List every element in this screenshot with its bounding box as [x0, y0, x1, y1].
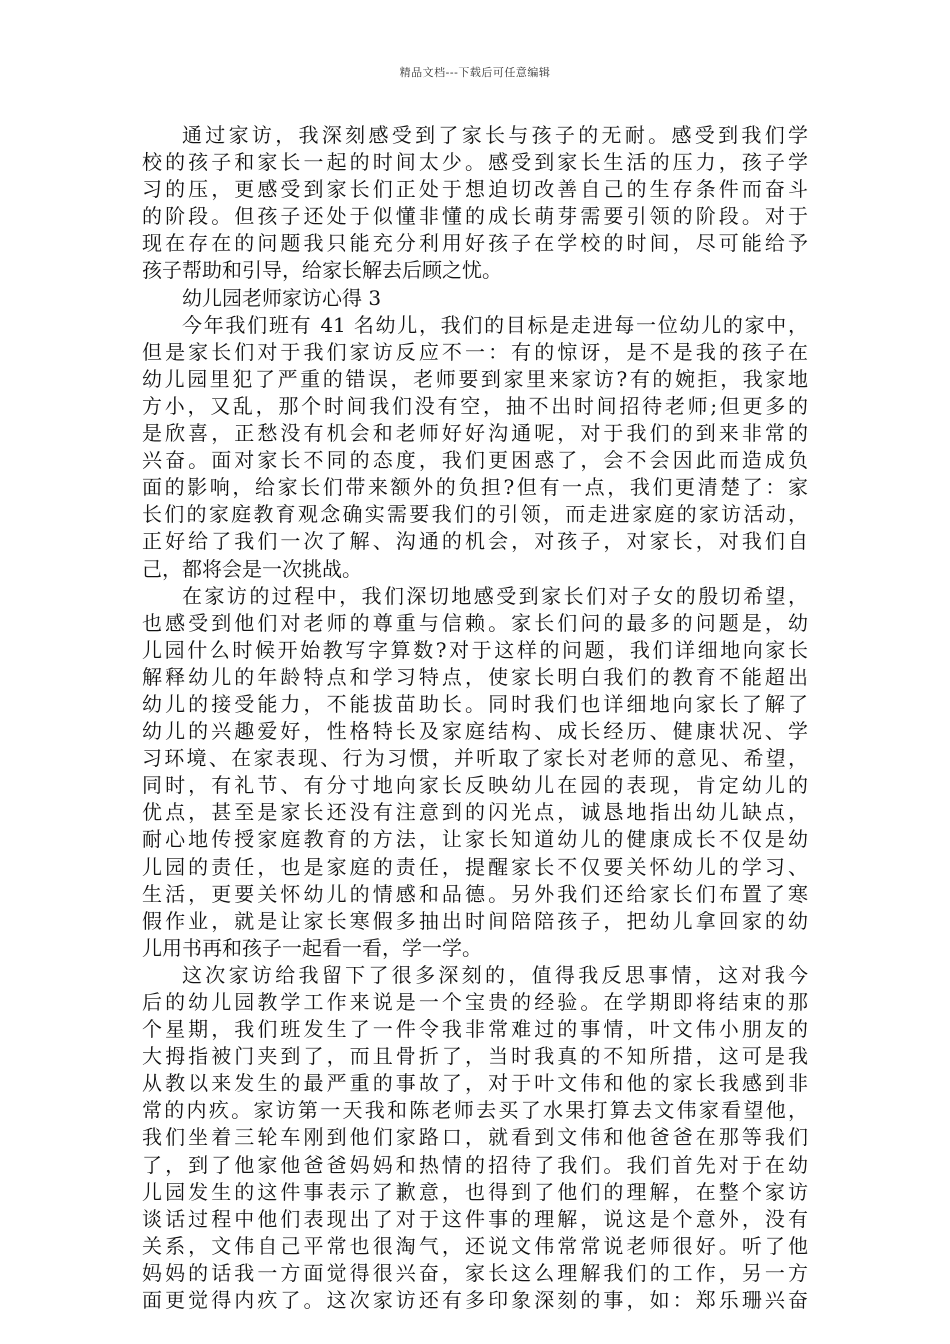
- text-line: 我们坐着三轮车刚到他们家路口，就看到文伟和他爸爸在那等我们: [142, 1125, 808, 1150]
- text-line: 大拇指被门夹到了，而且骨折了，当时我真的不知所措，这可是我: [142, 1044, 808, 1069]
- text-line: 己，都将会是一次挑战。: [142, 556, 362, 581]
- text-line: 也感受到他们对老师的尊重与信赖。家长们问的最多的问题是，幼: [142, 610, 808, 635]
- text-line: 习的压，更感受到家长们正处于想迫切改善自己的生存条件而奋斗: [142, 177, 808, 202]
- text-line: 兴奋。面对家长不同的态度，我们更困惑了，会不会因此而造成负: [142, 448, 808, 473]
- text-line: 面的影响，给家长们带来额外的负担?但有一点，我们更清楚了：家: [142, 475, 808, 500]
- text-line: 的阶段。但孩子还处于似懂非懂的成长萌芽需要引领的阶段。对于: [142, 204, 808, 229]
- text-line: 习环境、在家表现、行为习惯，并听取了家长对老师的意见、希望，: [142, 746, 808, 771]
- text-line: 个星期，我们班发生了一件令我非常难过的事情，叶文伟小朋友的: [142, 1017, 808, 1042]
- text-line: 在家访的过程中，我们深切地感受到家长们对子女的殷切希望，: [182, 583, 808, 608]
- text-line: 幼儿的兴趣爱好，性格特长及家庭结构、成长经历、健康状况、学: [142, 719, 808, 744]
- text-line: 常的内疚。家访第一天我和陈老师去买了水果打算去文伟家看望他，: [142, 1098, 808, 1123]
- text-line: 但是家长们对于我们家访反应不一：有的惊讶，是不是我的孩子在: [142, 339, 808, 364]
- text-line: 这次家访给我留下了很多深刻的，值得我反思事情，这对我今: [182, 962, 808, 987]
- text-line: 儿园的责任，也是家庭的责任，提醒家长不仅要关怀幼儿的学习、: [142, 854, 808, 879]
- text-line: 方小，又乱，那个时间我们没有空，抽不出时间招待老师;但更多的: [142, 393, 808, 418]
- text-line: 生活，更要关怀幼儿的情感和品德。另外我们还给家长们布置了寒: [142, 881, 808, 906]
- text-line: 耐心地传授家庭教育的方法，让家长知道幼儿的健康成长不仅是幼: [142, 827, 808, 852]
- text-line: 同时，有礼节、有分寸地向家长反映幼儿在园的表现，肯定幼儿的: [142, 773, 808, 798]
- text-line: 校的孩子和家长一起的时间太少。感受到家长生活的压力，孩子学: [142, 150, 808, 175]
- text-line: 谈话过程中他们表现出了对于这件事的理解，说这是个意外，没有: [142, 1206, 808, 1231]
- text-line: 是欣喜，正愁没有机会和老师好好沟通呢，对于我们的到来非常的: [142, 421, 808, 446]
- text-line: 后的幼儿园教学工作来说是一个宝贵的经验。在学期即将结束的那: [142, 990, 808, 1014]
- text-line: 关系，文伟自己平常也很淘气，还说文伟常常说老师很好。听了他: [142, 1233, 808, 1258]
- document-body: [142, 122, 808, 1314]
- text-line: 了，到了他家他爸爸妈妈和热情的招待了我们。我们首先对于在幼: [142, 1152, 808, 1177]
- text-line: 假作业，就是让家长寒假多抽出时间陪陪孩子，把幼儿拿回家的幼: [142, 908, 808, 933]
- text-line: 优点，甚至是家长还没有注意到的闪光点，诚恳地指出幼儿缺点，: [142, 800, 808, 825]
- text-line: 解释幼儿的年龄特点和学习特点，使家长明白我们的教育不能超出: [142, 664, 808, 689]
- text-line: 现在存在的问题我只能充分利用好孩子在学校的时间，尽可能给予: [142, 231, 808, 256]
- text-line: 正好给了我们一次了解、沟通的机会，对孩子，对家长，对我们自: [142, 529, 808, 554]
- text-line: 儿园什么时候开始教写字算数?对于这样的问题，我们详细地向家长: [142, 637, 808, 662]
- text-line: 今年我们班有 41 名幼儿，我们的目标是走进每一位幼儿的家中，: [182, 312, 808, 337]
- text-line: 孩子帮助和引导，给家长解去后顾之忧。: [142, 258, 502, 283]
- text-line: 幼儿的接受能力，不能拔苗助长。同时我们也详细地向家长了解了: [142, 691, 808, 716]
- text-line: 面更觉得内疚了。这次家访还有多印象深刻的事，如：郑乐珊兴奋: [142, 1288, 808, 1313]
- text-line: 幼儿园里犯了严重的错误，老师要到家里来家访?有的婉拒，我家地: [142, 366, 808, 391]
- text-line: 通过家访，我深刻感受到了家长与孩子的无耐。感受到我们学: [182, 123, 808, 147]
- text-line: 儿园发生的这件事表示了歉意，也得到了他们的理解，在整个家访: [142, 1179, 808, 1204]
- text-line: 幼儿园老师家访心得 3: [182, 285, 382, 310]
- page-header: 精品文档---下载后可任意编辑: [399, 66, 551, 79]
- text-line: 妈妈的话我一方面觉得很兴奋，家长这么理解我们的工作，另一方: [142, 1260, 808, 1285]
- text-line: 长们的家庭教育观念确实需要我们的引领，而走进家庭的家访活动，: [142, 502, 808, 527]
- text-line: 儿用书再和孩子一起看一看，学一学。: [142, 935, 482, 960]
- text-line: 从教以来发生的最严重的事故了，对于叶文伟和他的家长我感到非: [142, 1071, 808, 1096]
